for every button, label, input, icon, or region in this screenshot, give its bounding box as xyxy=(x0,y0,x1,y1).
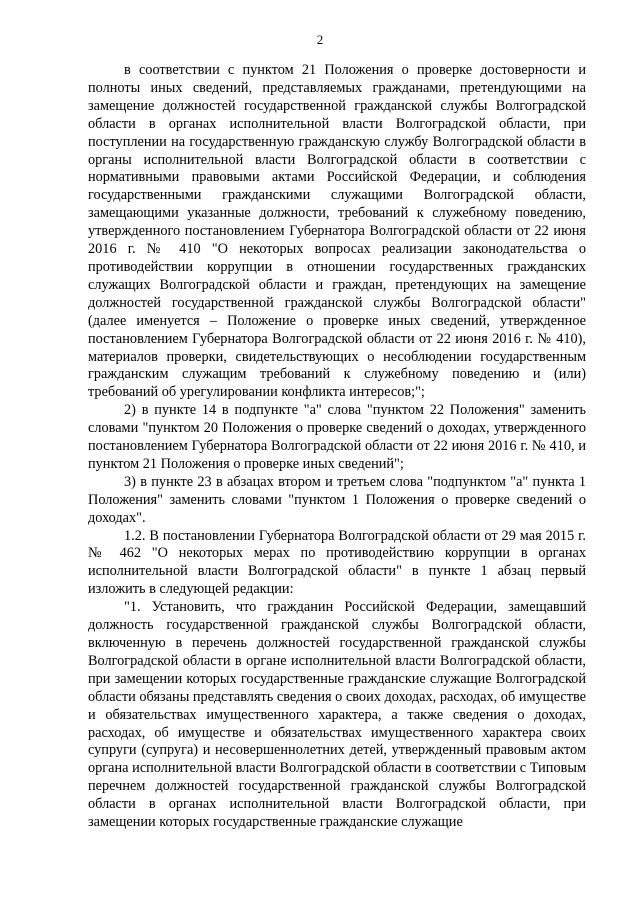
paragraph-item-2: 2) в пункте 14 в подпункте "а" слова "пунктом 22 Положения" заменить словами "пунктом 20 Положения о проверке сведений о доходах, утвержденного постановлением Губернатора Волгоградской области от 22 июня 2016 г. № 410, и пунктом 21 Положения о проверке иных сведений"; xyxy=(88,402,586,472)
paragraph-section-1-2: 1.2. В постановлении Губернатора Волгоградской области от 29 мая 2015 г. № 462 "О некоторых мерах по противодействию коррупции в органах исполнительной власти Волгоградской области" в пункте 1 абзац первый изложить в следующей редакции: xyxy=(88,527,586,598)
document-body xyxy=(88,62,586,832)
paragraph-continuation: в соответствии с пунктом 21 Положения о проверке достоверности и полноты иных сведений, представляемых гражданами, претендующими на замещение должностей государственной гражданской службы Волгоградской области в органах исполнительной власти Волгоградской области, при поступлении на государственную гражданскую службу Волгоградской области в органы исполнительной власти Волгоградской области в соответствии с нормативными правовыми актами Российской Федерации, и соблюдения государственными гражданскими служащими Волгоградской области, замещающими указанные должности, требований к служебному поведению, утвержденного постановлением Губернатора Волгоградской области от 22 июня 2016 г. № 410 "О некоторых вопросах реализации законодательства о противодействии коррупции в отношении государственных гражданских служащих Волгоградской области и граждан, претендующих на замещение должностей государственной гражданской службы Волгоградской области" (далее именуется – Положение о проверке иных сведений, утвержденное постановлением Губернатора Волгоградской области от 22 июня 2016 г. № 410), материалов проверки, свидетельствующих о несоблюдении государственным гражданским служащим требований к служебному поведению и (или) требований об урегулировании конфликта интересов;"; xyxy=(88,62,586,401)
paragraph-item-3: 3) в пункте 23 в абзацах втором и третьем слова "подпунктом "а" пункта 1 Положения" заменить словами "пунктом 1 Положения о проверке сведений о доходах". xyxy=(88,473,586,526)
page-number: 2 xyxy=(316,32,324,47)
paragraph-quoted-amendment: "1. Установить, что гражданин Российской Федерации, замещавший должность государственной гражданской службы Волгоградской области, включенную в перечень должностей государственной гражданской службы Волгоградской области в органе исполнительной власти Волгоградской области, при замещении которых государственные гражданские служащие Волгоградской области обязаны представлять сведения о своих доходах, расходах, об имуществе и обязательствах имущественного характера, а также сведения о доходах, расходах, об имуществе и обязательствах имущественного характера своих супруги (супруга) и несовершеннолетних детей, утвержденный правовым актом органа исполнительной власти Волгоградской области в соответствии с Типовым перечнем должностей государственной гражданской службы Волгоградской области в органах исполнительной власти Волгоградской области, при замещении которых государственные гражданские служащие xyxy=(88,599,586,831)
